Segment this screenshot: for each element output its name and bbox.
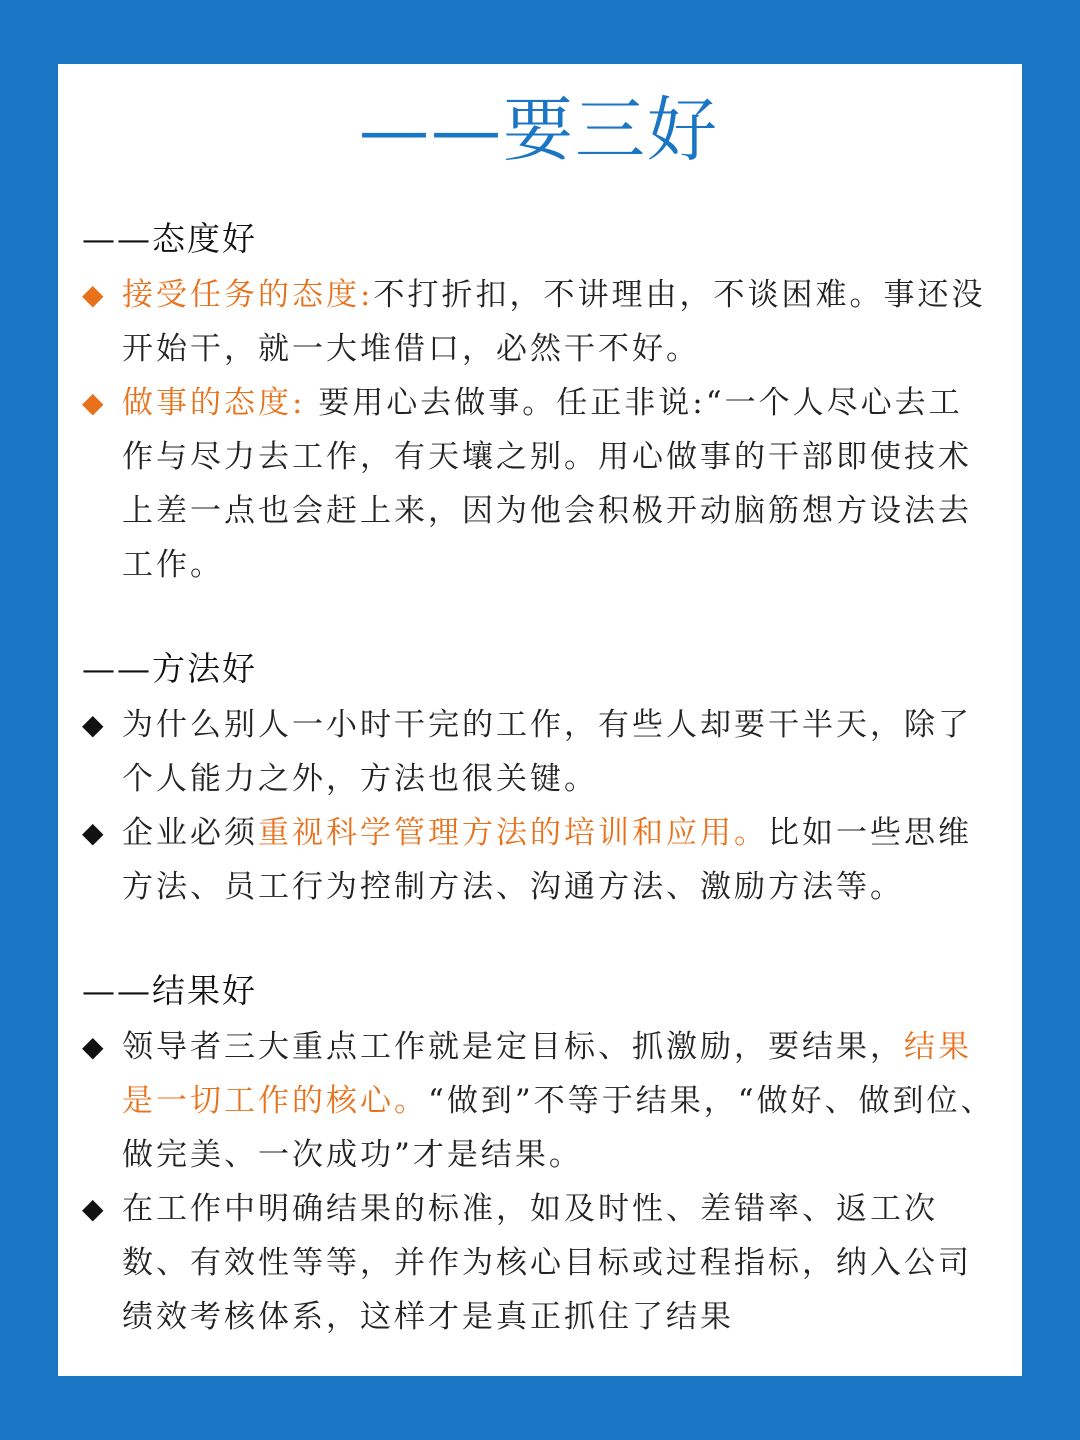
diamond-bullet-icon: ◆	[82, 278, 107, 311]
section-heading: ——态度好	[82, 219, 257, 258]
diamond-bullet-icon: ◆	[82, 1192, 107, 1225]
section-heading: ——结果好	[82, 971, 257, 1010]
bullet-item	[82, 698, 996, 806]
bullet-item	[82, 376, 996, 592]
bullet-text: 要用心去做事。任正非说:“一个人尽心去工作与尽力去工作，有天壤之别。用心做事的干部即使技术上差一点也会赶上来，因为他会积极开动脑筋想方设法去工作。	[122, 385, 972, 583]
highlighted-text: 结果是一切工作的核心。	[122, 1029, 972, 1119]
bullet-text: 在工作中明确结果的标准，如及时性、差错率、返工次数、有效性等等，并作为核心目标或过程指标，纳入公司绩效考核体系，这样才是真正抓住了结果	[122, 1191, 972, 1335]
section-method	[82, 646, 996, 914]
page-title: ——要三好	[359, 89, 719, 171]
diamond-bullet-icon: ◆	[82, 386, 107, 419]
bullet-text: 不打折扣，不讲理由，不谈困难。事还没开始干，就一大堆借口，必然干不好。	[122, 277, 986, 367]
diamond-bullet-icon: ◆	[82, 1030, 107, 1063]
bullet-item	[82, 1182, 996, 1344]
highlighted-text: 接受任务的态度:	[122, 277, 374, 313]
section-result	[82, 968, 996, 1344]
bullet-item	[82, 806, 996, 914]
diamond-bullet-icon: ◆	[82, 708, 107, 741]
bullet-item	[82, 1020, 996, 1182]
highlighted-text: 做事的态度:	[122, 385, 306, 421]
bullet-item	[82, 268, 996, 376]
bullet-text: 为什么别人一小时干完的工作，有些人却要干半天，除了个人能力之外，方法也很关键。	[122, 707, 972, 797]
bullet-text: 领导者三大重点工作就是定目标、抓激励，要结果，	[122, 1029, 904, 1065]
bullet-text: 比如一些思维方法、员工行为控制方法、沟通方法、激励方法等。	[122, 815, 972, 905]
diamond-bullet-icon: ◆	[82, 816, 107, 849]
section-heading: ——方法好	[82, 649, 257, 688]
section-attitude	[82, 216, 996, 592]
highlighted-text: 重视科学管理方法的培训和应用。	[258, 815, 768, 851]
bullet-text: 企业必须	[122, 815, 258, 851]
content-card	[58, 64, 1022, 1376]
bullet-text: “做到”不等于结果，“做好、做到位、做完美、一次成功”才是结果。	[122, 1083, 995, 1173]
